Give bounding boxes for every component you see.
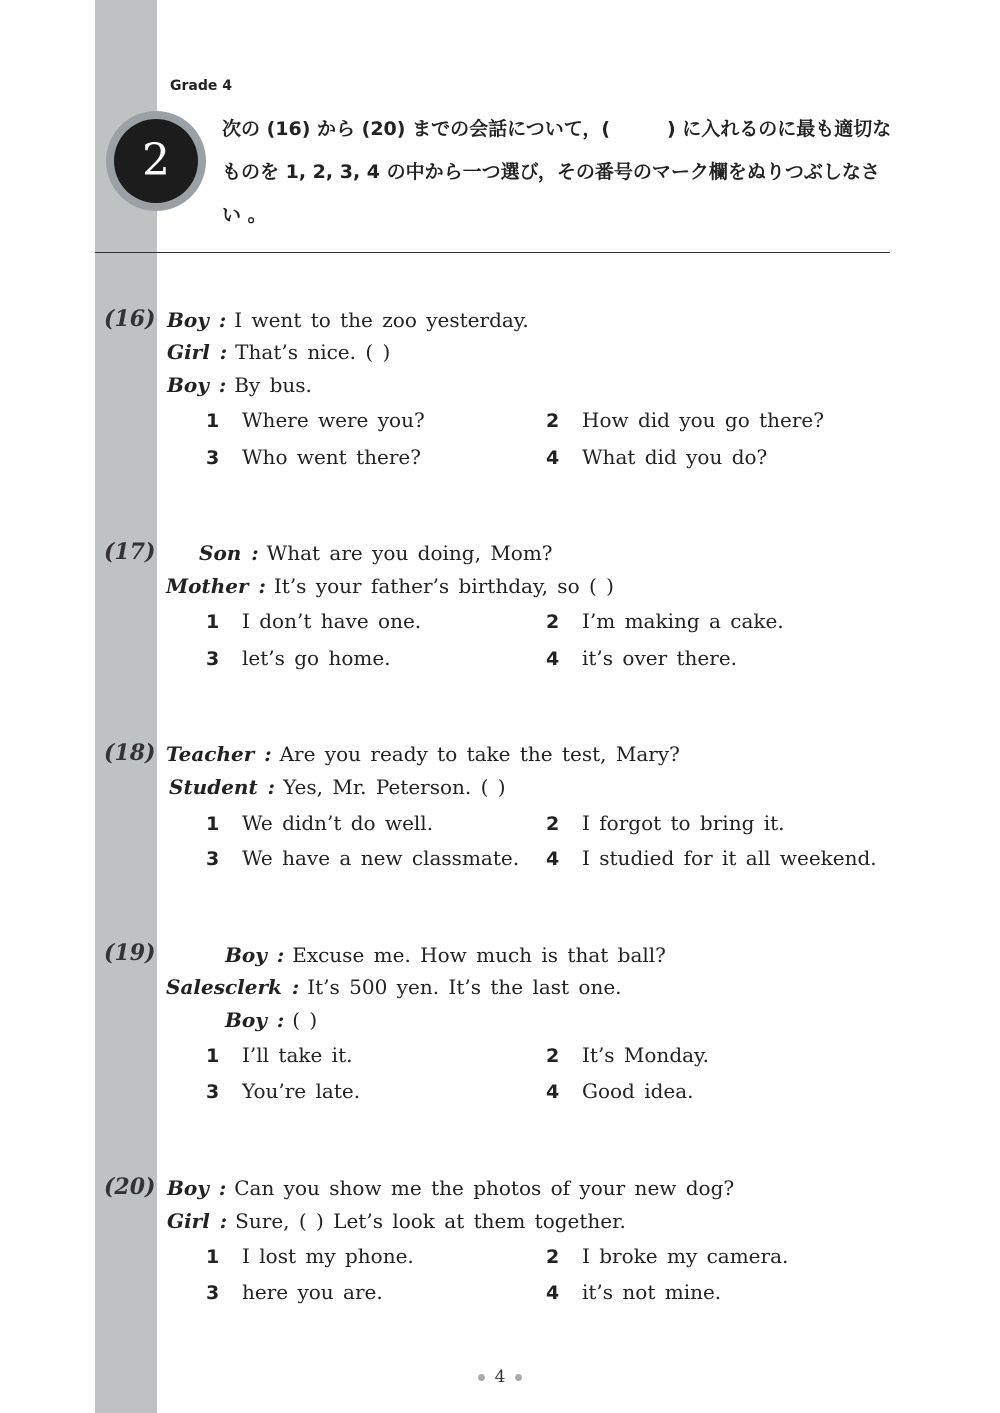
- choice-number: 1: [206, 611, 220, 633]
- speaker-label: Boy :: [167, 1176, 227, 1200]
- choice-text: You’re late.: [242, 1079, 361, 1103]
- answer-choice[interactable]: [546, 1079, 694, 1103]
- page-number: 4: [494, 1367, 506, 1387]
- choice-number: 1: [206, 410, 220, 432]
- choice-number: 2: [546, 1246, 560, 1268]
- choice-number: 4: [546, 1081, 560, 1103]
- choice-text: it’s not mine.: [582, 1280, 722, 1304]
- choice-text: We didn’t do well.: [242, 811, 434, 835]
- choice-number: 3: [206, 447, 220, 469]
- dialogue-text: Yes, Mr. Peterson. ( ): [283, 775, 506, 799]
- choice-number: 2: [546, 813, 560, 835]
- choice-number: 1: [206, 1246, 220, 1268]
- dialogue-text: Can you show me the photos of your new dog?: [234, 1176, 735, 1200]
- dialogue-line: [169, 775, 506, 799]
- answer-choice[interactable]: [546, 445, 767, 469]
- choice-text: here you are.: [242, 1280, 383, 1304]
- answer-choice[interactable]: [546, 408, 824, 432]
- choice-text: I don’t have one.: [242, 609, 422, 633]
- choice-number: 2: [546, 410, 560, 432]
- dialogue-text: ( ): [292, 1008, 318, 1032]
- grade-label: Grade 4: [170, 78, 232, 94]
- dialogue-text: Sure, ( ) Let’s look at them together.: [235, 1209, 626, 1233]
- choice-text: Where were you?: [242, 408, 425, 432]
- dialogue-text: It’s your father’s birthday, so ( ): [273, 574, 614, 598]
- footer-dot-icon: [478, 1374, 485, 1381]
- question-number: (17): [104, 539, 156, 565]
- answer-choice[interactable]: [546, 609, 784, 633]
- dialogue-line: [199, 541, 553, 565]
- choice-text: it’s over there.: [582, 646, 738, 670]
- choice-text: I studied for it all weekend.: [582, 846, 877, 870]
- section-number-badge: 2: [114, 119, 198, 203]
- question-number: (16): [104, 306, 156, 332]
- choice-number: 4: [546, 1282, 560, 1304]
- choice-number: 4: [546, 848, 560, 870]
- speaker-label: Teacher :: [166, 742, 272, 766]
- dialogue-line: [166, 975, 622, 999]
- answer-choice[interactable]: [206, 1043, 352, 1067]
- dialogue-line: [167, 1209, 626, 1233]
- speaker-label: Boy :: [225, 1008, 285, 1032]
- dialogue-text: Excuse me. How much is that ball?: [292, 943, 666, 967]
- dialogue-line: [225, 1008, 317, 1032]
- speaker-label: Son :: [199, 541, 259, 565]
- speaker-label: Girl :: [167, 340, 228, 364]
- header-divider: [95, 252, 890, 253]
- question-number: (20): [104, 1174, 156, 1200]
- dialogue-line: [167, 1176, 734, 1200]
- choice-number: 3: [206, 648, 220, 670]
- instruction-text: 次の (16) から (20) までの会話について，( ) に入れるのに最も適切なものを 1, 2, 3, 4 の中から一つ選び，その番号のマーク欄をぬりつぶしなさい 。: [222, 118, 892, 226]
- question-number: (19): [104, 940, 156, 966]
- answer-choice[interactable]: [206, 811, 433, 835]
- choice-text: How did you go there?: [582, 408, 824, 432]
- answer-choice[interactable]: [546, 646, 737, 670]
- choice-number: 4: [546, 447, 560, 469]
- answer-choice[interactable]: [206, 1244, 414, 1268]
- speaker-label: Mother :: [166, 574, 266, 598]
- answer-choice[interactable]: [206, 408, 425, 432]
- dialogue-text: Are you ready to take the test, Mary?: [279, 742, 680, 766]
- answer-choice[interactable]: [206, 445, 421, 469]
- choice-text: What did you do?: [582, 445, 768, 469]
- speaker-label: Girl :: [167, 1209, 228, 1233]
- choice-text: I’m making a cake.: [582, 609, 784, 633]
- answer-choice[interactable]: [206, 846, 519, 870]
- dialogue-line: [167, 340, 390, 364]
- choice-number: 3: [206, 1081, 220, 1103]
- dialogue-line: [167, 308, 529, 332]
- dialogue-line: [166, 574, 614, 598]
- choice-number: 1: [206, 813, 220, 835]
- choice-number: 4: [546, 648, 560, 670]
- page-footer: [0, 1367, 1000, 1387]
- choice-text: Good idea.: [582, 1079, 694, 1103]
- choice-number: 3: [206, 848, 220, 870]
- answer-choice[interactable]: [546, 1280, 721, 1304]
- speaker-label: Boy :: [167, 373, 227, 397]
- choice-text: Who went there?: [242, 445, 421, 469]
- answer-choice[interactable]: [546, 811, 785, 835]
- dialogue-line: [225, 943, 666, 967]
- choice-number: 3: [206, 1282, 220, 1304]
- choice-number: 1: [206, 1045, 220, 1067]
- answer-choice[interactable]: [206, 1280, 383, 1304]
- choice-text: I broke my camera.: [582, 1244, 789, 1268]
- dialogue-text: It’s 500 yen. It’s the last one.: [307, 975, 622, 999]
- answer-choice[interactable]: [546, 1043, 709, 1067]
- dialogue-text: By bus.: [234, 373, 312, 397]
- dialogue-line: [167, 373, 312, 397]
- choice-text: let’s go home.: [242, 646, 391, 670]
- footer-dot-icon: [515, 1374, 522, 1381]
- choice-text: We have a new classmate.: [242, 846, 520, 870]
- answer-choice[interactable]: [206, 609, 421, 633]
- speaker-label: Boy :: [225, 943, 285, 967]
- dialogue-text: I went to the zoo yesterday.: [234, 308, 529, 332]
- speaker-label: Salesclerk :: [166, 975, 300, 999]
- answer-choice[interactable]: [546, 1244, 788, 1268]
- question-number: (18): [104, 740, 156, 766]
- choice-number: 2: [546, 611, 560, 633]
- choice-text: I lost my phone.: [242, 1244, 414, 1268]
- answer-choice[interactable]: [546, 846, 877, 870]
- choice-text: I’ll take it.: [242, 1043, 353, 1067]
- choice-text: It’s Monday.: [582, 1043, 710, 1067]
- choice-number: 2: [546, 1045, 560, 1067]
- answer-choice[interactable]: [206, 1079, 360, 1103]
- dialogue-text: That’s nice. ( ): [235, 340, 391, 364]
- gray-sidebar-band: [95, 0, 157, 1413]
- choice-text: I forgot to bring it.: [582, 811, 785, 835]
- dialogue-text: What are you doing, Mom?: [266, 541, 553, 565]
- speaker-label: Boy :: [167, 308, 227, 332]
- dialogue-line: [166, 742, 680, 766]
- speaker-label: Student :: [169, 775, 276, 799]
- answer-choice[interactable]: [206, 646, 391, 670]
